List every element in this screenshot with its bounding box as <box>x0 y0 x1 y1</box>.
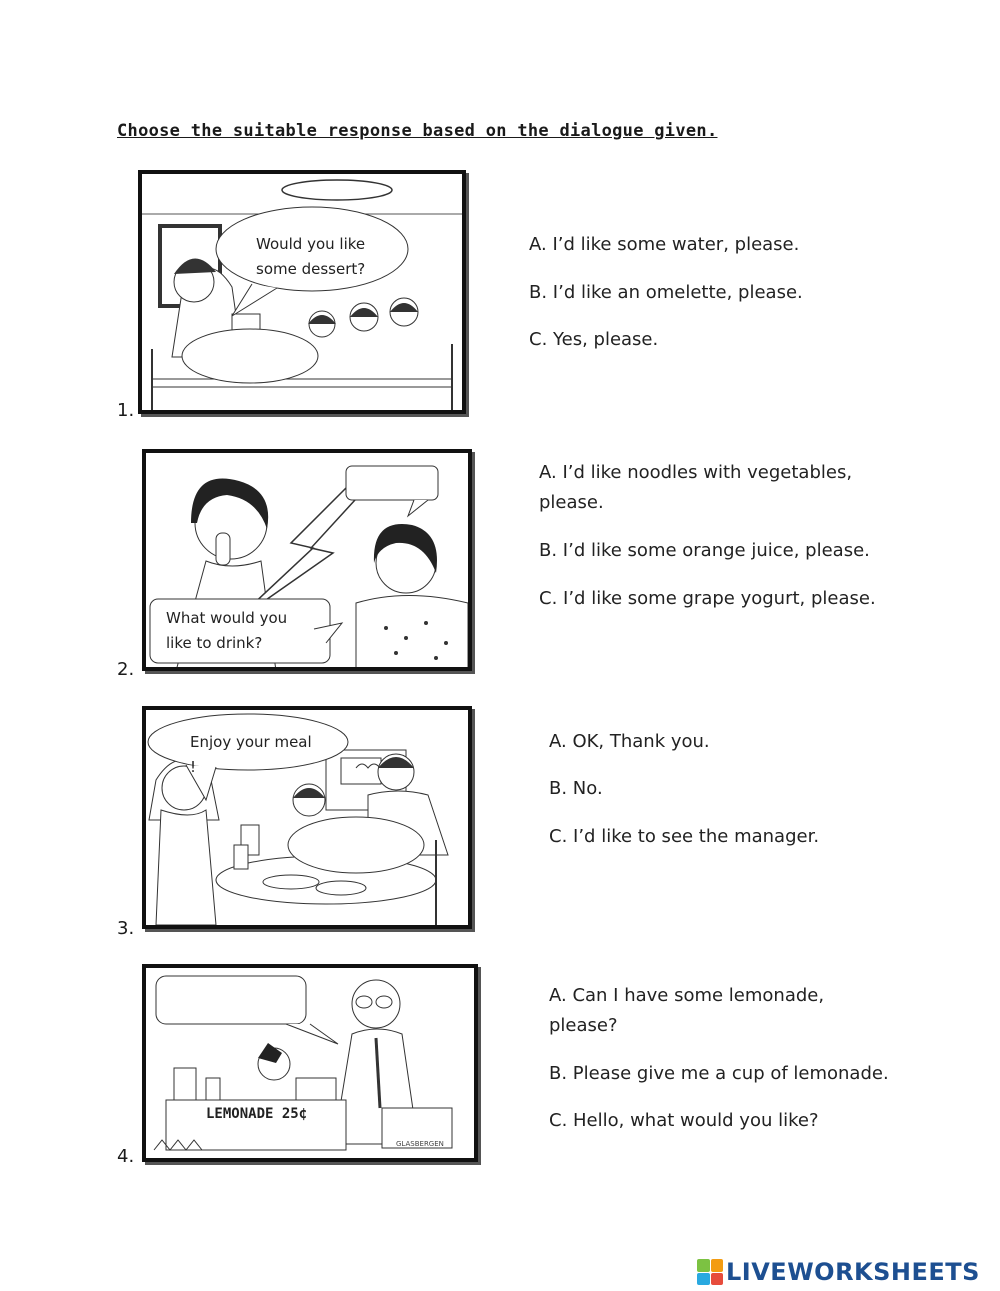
q1-option-a[interactable]: A. I’d like some water, please. <box>529 234 800 255</box>
question-number-3: 3. <box>117 918 135 939</box>
speech-bubble-1: Would you like some dessert? <box>256 235 366 278</box>
dining-scene-illustration-1 <box>142 174 462 410</box>
speech-bubble-3: Enjoy your meal ! <box>190 733 312 776</box>
q3-option-b[interactable]: B. No. <box>549 778 603 799</box>
q4-option-b[interactable]: B. Please give me a cup of lemonade. <box>549 1063 889 1084</box>
comic-panel-2 <box>142 449 472 671</box>
q3-option-a[interactable]: A. OK, Thank you. <box>549 731 710 752</box>
comic-panel-1 <box>138 170 466 414</box>
comic-panel-3 <box>142 706 472 929</box>
logo-icon <box>697 1259 723 1285</box>
logo-text: LIVEWORKSHEETS <box>726 1258 980 1286</box>
q4-option-c[interactable]: C. Hello, what would you like? <box>549 1110 819 1131</box>
speech-bubble-2: What would you like to drink? <box>166 609 288 652</box>
q2-option-b[interactable]: B. I’d like some orange juice, please. <box>539 540 870 561</box>
liveworksheets-logo <box>697 1257 980 1287</box>
q3-option-c[interactable]: C. I’d like to see the manager. <box>549 826 820 847</box>
question-number-4: 4. <box>117 1146 135 1167</box>
question-number-1: 1. <box>117 400 135 421</box>
lemonade-stand-cartoon <box>146 968 474 1158</box>
lemonade-sign: LEMONADE 25¢ <box>206 1106 308 1122</box>
question-number-2: 2. <box>117 659 135 680</box>
artist-signature: GLASBERGEN <box>396 1140 444 1148</box>
q2-option-a[interactable]: A. I’d like noodles with vegetables, please. <box>539 462 853 513</box>
q1-option-b[interactable]: B. I’d like an omelette, please. <box>529 282 803 303</box>
q1-option-c[interactable]: C. Yes, please. <box>529 329 659 350</box>
q2-option-c[interactable]: C. I’d like some grape yogurt, please. <box>539 588 876 609</box>
instruction-title: Choose the suitable response based on the dialogue given. <box>117 121 718 141</box>
comic-panel-4 <box>142 964 478 1162</box>
q4-option-a[interactable]: A. Can I have some lemonade, please? <box>549 985 825 1036</box>
